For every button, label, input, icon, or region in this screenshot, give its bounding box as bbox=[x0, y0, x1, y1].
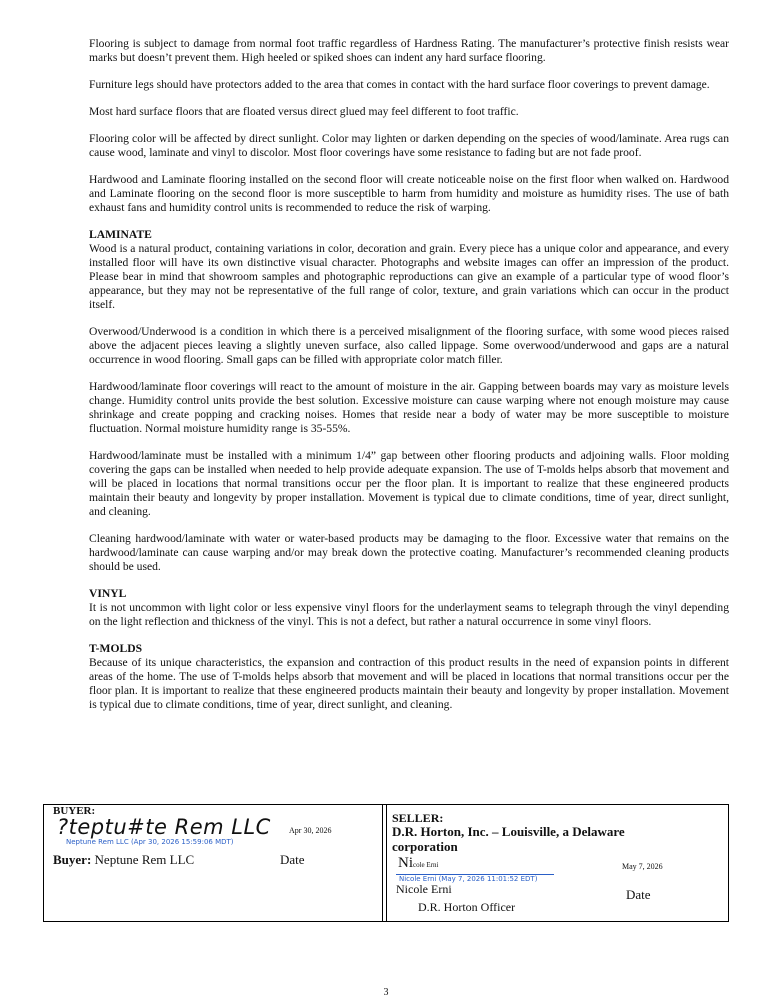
buyer-name-line bbox=[53, 852, 194, 868]
buyer-label: BUYER: bbox=[53, 805, 96, 817]
document-body bbox=[89, 37, 729, 725]
paragraph: Wood is a natural product, containing variations in color, decoration and grain. Every piece has a unique color and appearance, and every installed floor will have its own distinctive visual character. Photographs and website images can offer an impression of the product. Please bear in mind that showroom samples and photographic reproductions can give an example of a particular type of wood floor’s appearance, but they may not be representative of the full range of color, texture, and grain variations which can occur in the product itself. bbox=[89, 242, 729, 311]
section-heading-laminate: LAMINATE bbox=[89, 228, 152, 241]
seller-signature-rest: cole Erni bbox=[413, 861, 439, 869]
section-heading-tmolds: T-MOLDS bbox=[89, 642, 143, 655]
paragraph: Hardwood and Laminate flooring installed on the second floor will create noticeable noise on the first floor when walked on. Hardwood and Laminate flooring on the second floor is more susceptible to harm from humidity and moisture as humidity rises. The use of bath exhaust fans and humidity control units is recommended to reduce the risk of warping. bbox=[89, 173, 729, 214]
buyer-name-label: Buyer: bbox=[53, 852, 92, 867]
seller-title: D.R. Horton Officer bbox=[418, 900, 516, 914]
seller-company: D.R. Horton, Inc. – Louisville, a Delaware corporation bbox=[392, 824, 625, 854]
paragraph: Furniture legs should have protectors added to the area that comes in contact with the hard surface floor coverings to prevent damage. bbox=[89, 78, 710, 91]
signature-block bbox=[43, 804, 729, 922]
seller-signature bbox=[398, 855, 438, 872]
seller-label: SELLER: bbox=[392, 811, 444, 825]
buyer-date-label: Date bbox=[280, 852, 305, 867]
buyer-name: Neptune Rem LLC bbox=[94, 852, 195, 867]
buyer-signature: ?teptu#te Rem LLC bbox=[57, 815, 271, 839]
buyer-signature-stamp: Neptune Rem LLC (Apr 30, 2026 15:59:06 MDT) bbox=[66, 838, 234, 846]
buyer-signed-date: Apr 30, 2026 bbox=[289, 826, 332, 835]
seller-signed-date: May 7, 2026 bbox=[622, 862, 663, 871]
paragraph: Overwood/Underwood is a condition in which there is a perceived misalignment of the flooring surface, with some wood pieces raised above the adjacent pieces leaving a slightly uneven surface, also called lippage. Some overwood/underwood and gaps are a natural occurrence in wood flooring. Small gaps can be filled with appropriate color match filler. bbox=[89, 325, 729, 366]
paragraph: Hardwood/laminate floor coverings will react to the amount of moisture in the air. Gapping between boards may vary as moisture levels change. Humidity control units provide the best solution. Excessive moisture can cause warping where not enough moisture may cause shrinkage and create popping and cracking noises. Homes that reside near a body of water may be more susceptible to moisture fluctuation. Normal moisture humidity range is 35-55%. bbox=[89, 380, 729, 435]
section-heading-vinyl: VINYL bbox=[89, 587, 127, 600]
seller-name: Nicole Erni bbox=[396, 882, 452, 896]
paragraph: Most hard surface floors that are floated versus direct glued may feel different to foot traffic. bbox=[89, 105, 519, 118]
paragraph: Because of its unique characteristics, the expansion and contraction of this product results in the need of expansion points in different areas of the home. The use of T-molds helps absorb that movement and will be placed in locations that normal transitions occur per the floor plan. It is important to realize that these engineered products maintain their beauty and longevity by proper installation. Movement is typical due to climate conditions, time of year, direct sunlight, and cleaning. bbox=[89, 656, 729, 711]
seller-signature-initials: Ni bbox=[398, 855, 413, 871]
paragraph: Flooring color will be affected by direct sunlight. Color may lighten or darken depending on the species of wood/laminate. Area rugs can cause wood, laminate and vinyl to discolor. Most floor coverings have some resistance to fading but are not fade proof. bbox=[89, 132, 729, 159]
paragraph: Hardwood/laminate must be installed with a minimum 1/4” gap between other flooring products and adjoining walls. Floor molding covering the gaps can be installed when needed to help provide adequate expansion. The use of T-molds helps absorb that movement and will be placed in locations that normal transitions occur per the floor plan. It is important to realize that these engineered products maintain their beauty and longevity by proper installation. Movement is typical due to climate conditions, time of year, direct sunlight, and cleaning. bbox=[89, 449, 729, 518]
seller-date-label: Date bbox=[626, 887, 651, 902]
column-divider bbox=[382, 805, 383, 921]
paragraph: Flooring is subject to damage from normal foot traffic regardless of Hardness Rating. The manufacturer’s protective finish resists wear marks but doesn’t prevent them. High heeled or spiked shoes can indent any hard surface flooring. bbox=[89, 37, 729, 64]
page-number: 3 bbox=[383, 987, 389, 998]
seller-signature-stamp: Nicole Erni (May 7, 2026 11:01:52 EDT) bbox=[399, 875, 538, 883]
paragraph: Cleaning hardwood/laminate with water or water-based products may be damaging to the floor. Excessive water that remains on the hardwood/laminate can cause warping and/or may break down the protective coating. Manufacturer’s recommended cleaning products should be used. bbox=[89, 532, 729, 573]
column-divider bbox=[386, 805, 387, 921]
paragraph: It is not uncommon with light color or less expensive vinyl floors for the underlayment seams to telegraph through the vinyl depending on the light reflection and thickness of the vinyl. This is not a defect, but rather a natural occurrence in some vinyl floors. bbox=[89, 601, 729, 628]
